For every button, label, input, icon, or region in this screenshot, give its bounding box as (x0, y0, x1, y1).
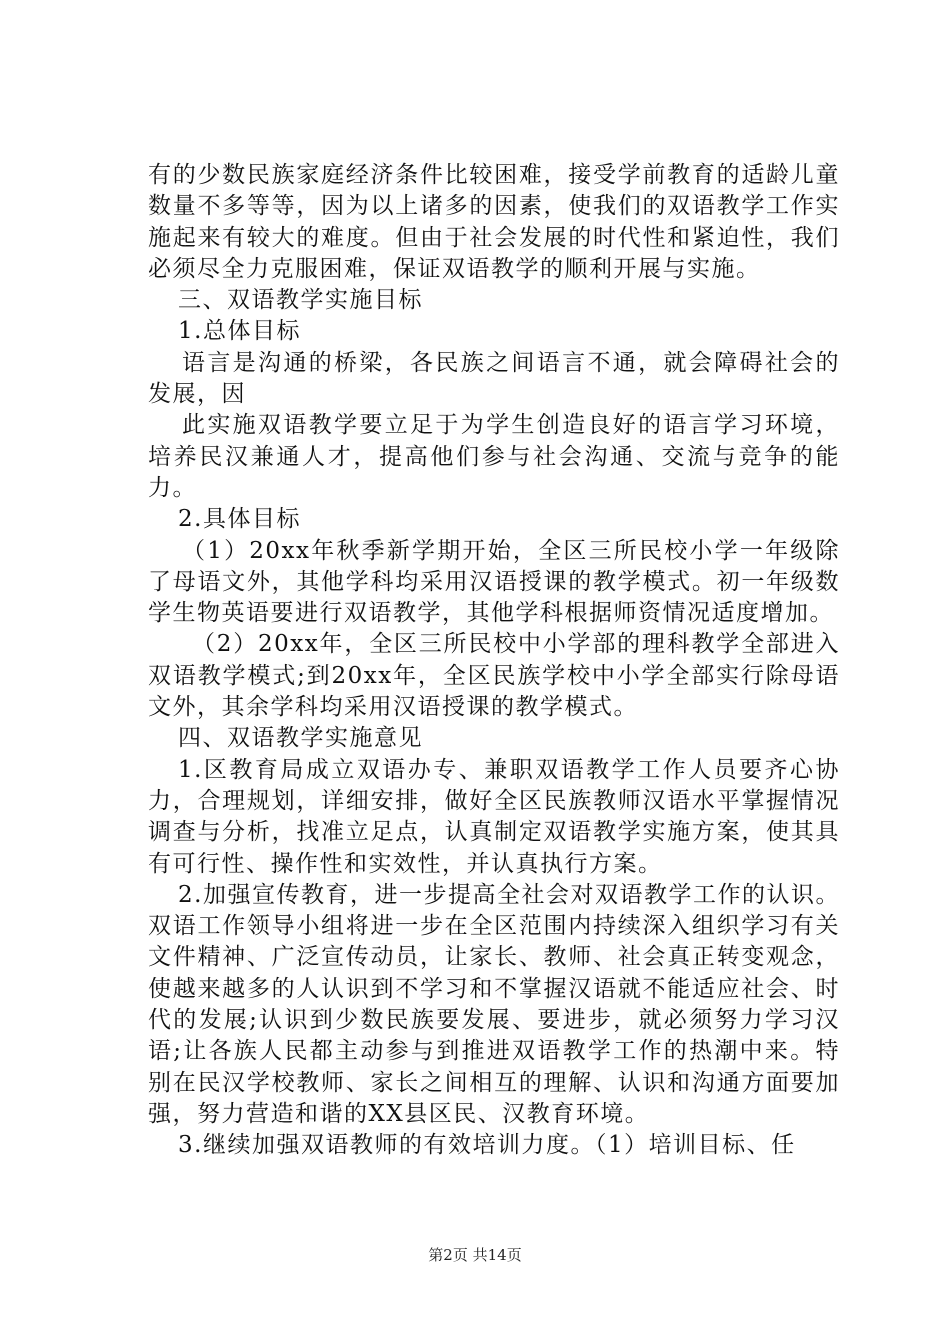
subheading-overall-goal: 1.总体目标 (178, 318, 301, 345)
section-heading-4: 四、双语教学实施意见 (178, 725, 423, 752)
page-number-label: 第2页 共14页 (428, 1246, 522, 1264)
paragraph-specific-goal-2: （2）20xx年，全区三所民校中小学部的理科教学全部进入双语教学模式;到20xx年，全区民族学校中小学全部实行除母语文外，其余学科均采用汉语授课的教学模式。 (148, 631, 840, 721)
paragraph-1: 有的少数民族家庭经济条件比较困难，接受学前教育的适龄儿童数量不多等等，因为以上诸多的因素，使我们的双语教学工作实施起来有较大的难度。但由于社会发展的时代性和紧迫性，我们必须尽全力克服困难，保证双语教学的顺利开展与实施。 (148, 162, 840, 282)
paragraph-opinion-3: 3.继续加强双语教师的有效培训力度。（1）培训目标、任 (178, 1132, 796, 1159)
paragraph-overall-goal-1: 语言是沟通的桥梁，各民族之间语言不通，就会障碍社会的发展，因 (148, 349, 840, 408)
paragraph-opinion-1: 1.区教育局成立双语办专、兼职双语教学工作人员要齐心协力，合理规划，详细安排，做好全区民族教师汉语水平掌握情况调查与分析，找准立足点，认真制定双语教学实施方案，使其具有可行性、操作性和实效性，并认真执行方案。 (148, 756, 840, 877)
document-body (148, 160, 840, 1162)
paragraph-specific-goal-1: （1）20xx年秋季新学期开始，全区三所民校小学一年级除了母语文外，其他学科均采用汉语授课的教学模式。初一年级数学生物英语要进行双语教学，其他学科根据师资情况适度增加。 (148, 537, 840, 627)
paragraph-opinion-2: 2.加强宣传教育，进一步提高全社会对双语教学工作的认识。双语工作领导小组将进一步在全区范围内持续深入组织学习有关文件精神、广泛宣传动员，让家长、教师、社会真正转变观念，使越来越多的人认识到不学习和不掌握汉语就不能适应社会、时代的发展;认识到少数民族要发展、要进步，就必须努力学习汉语;让各族人民都主动参与到推进双语教学工作的热潮中来。特别在民汉学校教师、家长之间相互的理解、认识和沟通方面要加强，努力营造和谐的XX县区民、汉教育环境。 (148, 881, 840, 1127)
section-heading-3: 三、双语教学实施目标 (178, 287, 423, 314)
page-footer (0, 1244, 950, 1265)
subheading-specific-goal: 2.具体目标 (178, 506, 301, 533)
paragraph-overall-goal-2: 此实施双语教学要立足于为学生创造良好的语言学习环境，培养民汉兼通人才，提高他们参与社会沟通、交流与竞争的能力。 (148, 412, 840, 501)
